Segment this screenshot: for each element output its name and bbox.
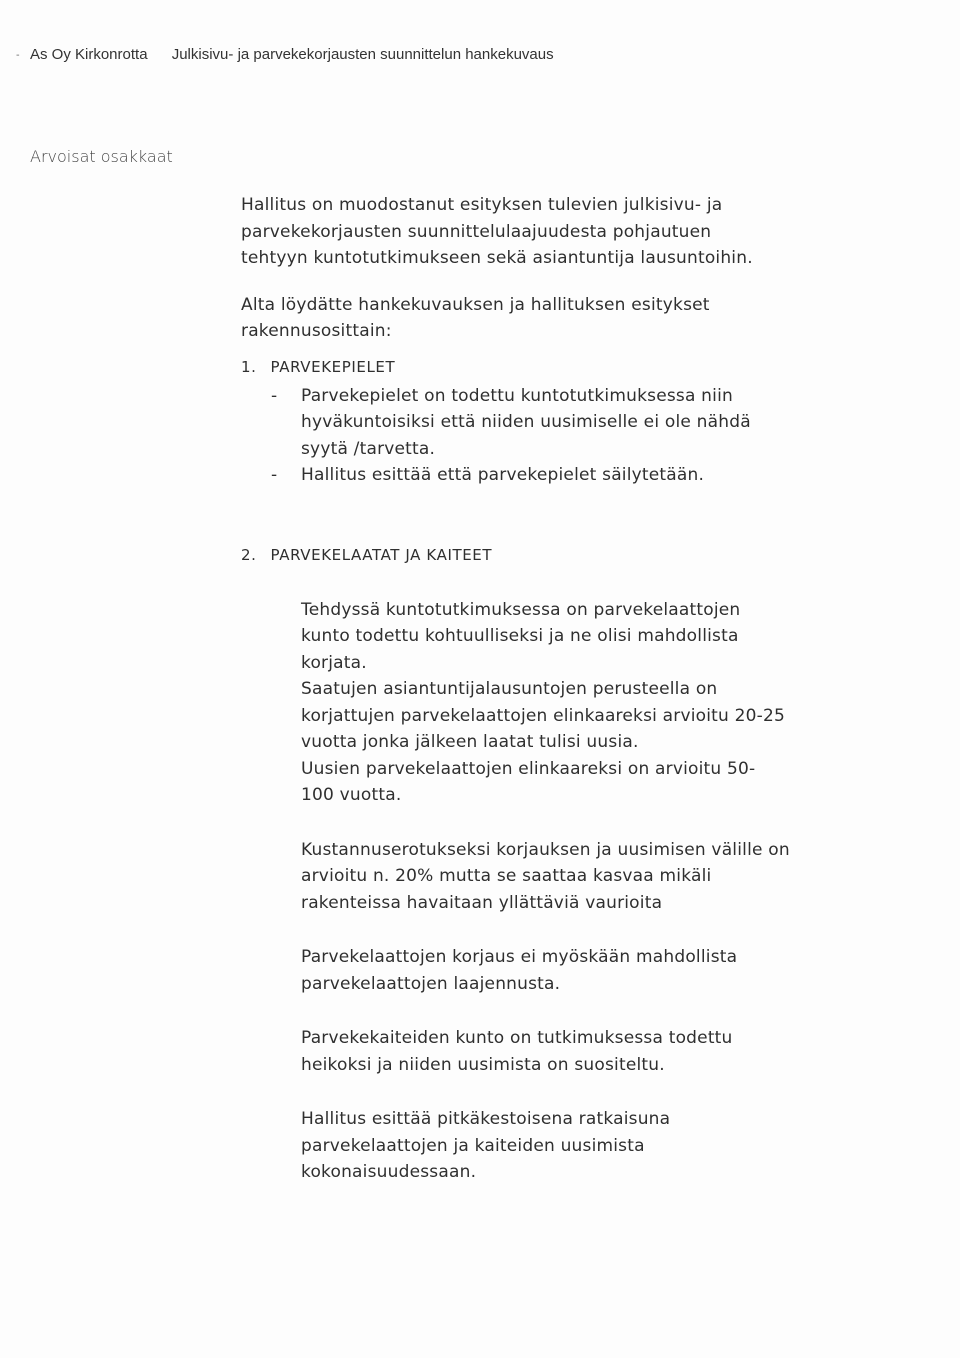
text-line: Parvekepielet on todettu kuntotutkimuksessa niin <box>301 385 733 406</box>
intro-paragraph-1 <box>241 192 861 272</box>
text-line: syytä /tarvetta. <box>301 438 436 459</box>
text-line: rakennusosittain: <box>241 321 392 341</box>
text-line: Hallitus esittää pitkäkestoisena ratkaisuna <box>301 1109 671 1129</box>
section-number: 2. <box>241 546 257 564</box>
section-number: 1. <box>241 358 257 376</box>
text-line: Tehdyssä kuntotutkimuksessa on parvekelaattojen <box>301 599 741 620</box>
section-parvekepielet <box>241 354 861 489</box>
paragraph <box>301 756 861 809</box>
section-parvekelaatat <box>241 542 861 1186</box>
text-line: korjata. <box>301 652 367 673</box>
list-item <box>241 462 861 489</box>
text-line: kokonaisuudessaan. <box>301 1162 477 1182</box>
paragraph <box>301 944 861 997</box>
text-line: Hallitus on muodostanut esityksen tulevien julkisivu- ja <box>241 195 723 215</box>
text-line: parvekelaattojen laajennusta. <box>301 973 561 994</box>
bullet-dash: - <box>271 385 278 406</box>
text-line: Parvekelaattojen korjaus ei myöskään mahdollista <box>301 947 738 967</box>
paragraph <box>301 1025 861 1078</box>
text-line: arvioitu n. 20% mutta se saattaa kasvaa mikäli <box>301 866 712 886</box>
text-line: heikoksi ja niiden uusimista on suositeltu. <box>301 1054 665 1075</box>
text-line: kunto todettu kohtuulliseksi ja ne olisi mahdollista <box>301 626 739 646</box>
text-line: Kustannuserotukseksi korjauksen ja uusimisen välille on <box>301 839 790 860</box>
text-line: rakenteissa havaitaan yllättäviä vaurioita <box>301 892 663 913</box>
paragraph <box>301 837 861 917</box>
bullet-list <box>241 383 861 489</box>
section-title: PARVEKELAATAT JA KAITEET <box>270 546 493 564</box>
section-heading <box>241 542 861 569</box>
text-line: parvekekorjausten suunnittelulaajuudesta pohjautuen <box>241 221 712 242</box>
section-body <box>301 597 861 1186</box>
page-header <box>30 46 554 63</box>
text-line: Uusien parvekelaattojen elinkaareksi on arvioitu 50- <box>301 758 756 779</box>
text-line: tehtyyn kuntotutkimukseen sekä asiantuntija lausuntoihin. <box>241 248 753 268</box>
section-title: PARVEKEPIELET <box>270 358 396 376</box>
text-line: Parvekekaiteiden kunto on tutkimuksessa todettu <box>301 1028 733 1048</box>
text-line: Hallitus esittää että parvekepielet säilytetään. <box>301 465 705 485</box>
section-heading <box>241 354 861 381</box>
text-line: parvekelaattojen ja kaiteiden uusimista <box>301 1135 645 1156</box>
text-line: 100 vuotta. <box>301 785 402 805</box>
text-line: vuotta jonka jälkeen laatat tulisi uusia. <box>301 732 639 752</box>
bullet-dash: - <box>271 465 278 485</box>
text-line: korjattujen parvekelaattojen elinkaareksi arvioitu 20-25 <box>301 705 786 726</box>
header-dash: - <box>16 50 20 61</box>
header-title: Julkisivu- ja parvekekorjausten suunnittelun hankekuvaus <box>171 46 554 63</box>
text-line: Alta löydätte hankekuvauksen ja hallituksen esitykset <box>241 294 710 315</box>
list-item <box>241 383 861 463</box>
salutation: Arvoisat osakkaat <box>30 147 173 166</box>
text-line: hyväkuntoisiksi että niiden uusimiselle ei ole nähdä <box>301 412 751 432</box>
paragraph <box>301 1106 861 1186</box>
text-line: Saatujen asiantuntijalausuntojen perusteella on <box>301 679 718 699</box>
paragraph <box>301 597 861 677</box>
intro-paragraph-2 <box>241 292 861 345</box>
paragraph <box>301 676 861 756</box>
intro-section <box>241 192 861 345</box>
header-organization: As Oy Kirkonrotta <box>30 46 148 63</box>
